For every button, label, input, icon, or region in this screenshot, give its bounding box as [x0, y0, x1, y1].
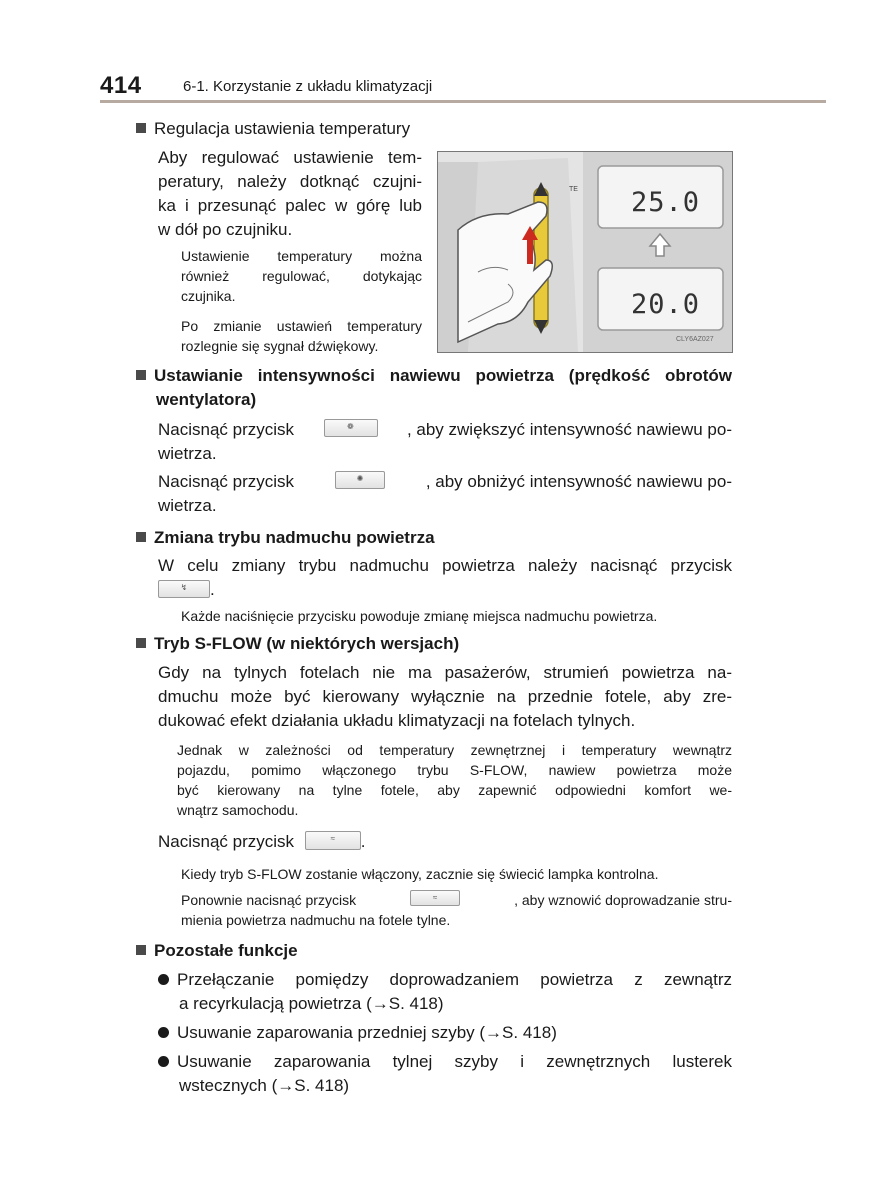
fan-decrease-text: Nacisnąć przycisk ✺ , aby obniżyć intensywność nawiewu po- wietrza.: [158, 472, 732, 515]
other-item-1: Przełączanie pomiędzy doprowadzaniem powietrza z zewnątrz a recyrkulacją powietrza (→S. 418): [158, 968, 732, 1016]
header-rule: [100, 100, 826, 103]
other-item-2: Usuwanie zaparowania przedniej szyby (→S. 418): [158, 1021, 732, 1045]
square-bullet-icon: [136, 532, 146, 542]
sflow-button-small[interactable]: ≈: [410, 890, 460, 906]
fan-increase-button[interactable]: ❁: [324, 419, 378, 437]
chapter-title: 6-1. Korzystanie z układu klimatyzacji: [183, 78, 433, 95]
temp-heading: Regulacja ustawienia temperatury: [136, 117, 410, 141]
air-outlet-mode-button[interactable]: ↯: [158, 580, 210, 598]
temp-body: Aby regulować ustawienie tem- peratury, należy dotknąć czujni- ka i przesunąć palec w górę lub w dół po czujniku.: [158, 148, 422, 239]
square-bullet-icon: [136, 945, 146, 955]
square-bullet-icon: [136, 638, 146, 648]
temp-note-1: Ustawienie temperatury można również regulować, dotykając czujnika.: [181, 248, 422, 304]
sflow-button[interactable]: ≈: [305, 831, 361, 850]
fan-heading: Ustawianie intensywności nawiewu powietrza (prędkość obrotów wentylatora): [136, 364, 732, 412]
sflow-note-3: Ponownie nacisnąć przycisk ≈ , aby wznowić doprowadzanie stru- mienia powietrza nadmuchu na fotele tylne.: [181, 892, 732, 928]
sflow-note-2: Kiedy tryb S-FLOW zostanie włączony, zacznie się świecić lampka kontrolna.: [181, 866, 659, 882]
bullet-dot-icon: [158, 974, 169, 985]
sflow-body: Gdy na tylnych fotelach nie ma pasażerów, strumień powietrza na- dmuchu może być kierowany wyłącznie na przednie fotele, aby zre- dukować efekt działania układu klimatyzacji na fotelach tylnych.: [158, 663, 732, 730]
display-bottom-value: 20.0: [631, 289, 701, 320]
fan-decrease-button[interactable]: ✺: [335, 471, 385, 489]
temperature-sensor-illustration: [437, 151, 733, 353]
mode-body: W celu zmiany trybu nadmuchu powietrza należy nacisnąć przycisk ↯ .: [158, 556, 732, 599]
figure-label-te: TE: [569, 186, 578, 193]
square-bullet-icon: [136, 123, 146, 133]
sflow-heading: Tryb S-FLOW (w niektórych wersjach): [136, 632, 459, 656]
page-number: 414: [100, 72, 142, 99]
sflow-press-text: Nacisnąć przycisk ≈ .: [158, 832, 366, 851]
bullet-dot-icon: [158, 1027, 169, 1038]
fan-increase-text: Nacisnąć przycisk ❁ , aby zwiększyć intensywność nawiewu po- wietrza.: [158, 420, 732, 463]
illustration-svg: [438, 152, 732, 352]
bullet-dot-icon: [158, 1056, 169, 1067]
other-item-3: Usuwanie zaparowania tylnej szyby i zewnętrznych lusterek wstecznych (→S. 418): [158, 1050, 732, 1098]
display-top-value: 25.0: [631, 187, 701, 218]
other-heading: Pozostałe funkcje: [136, 939, 298, 963]
temp-note-2: Po zmianie ustawień temperatury rozlegnie się sygnał dźwiękowy.: [181, 318, 422, 354]
sflow-note: Jednak w zależności od temperatury zewnętrznej i temperatury wewnątrz pojazdu, pomimo włączonego trybu S-FLOW, nawiew powietrza może być kierowany na tylne fotele, aby zapewnić odpowiedni komfort we- wnątrz samochodu.: [177, 742, 732, 818]
figure-code: CLY6AZ027: [676, 336, 714, 343]
square-bullet-icon: [136, 370, 146, 380]
mode-heading: Zmiana trybu nadmuchu powietrza: [136, 526, 435, 550]
mode-note: Każde naciśnięcie przycisku powoduje zmianę miejsca nadmuchu powietrza.: [181, 608, 658, 624]
